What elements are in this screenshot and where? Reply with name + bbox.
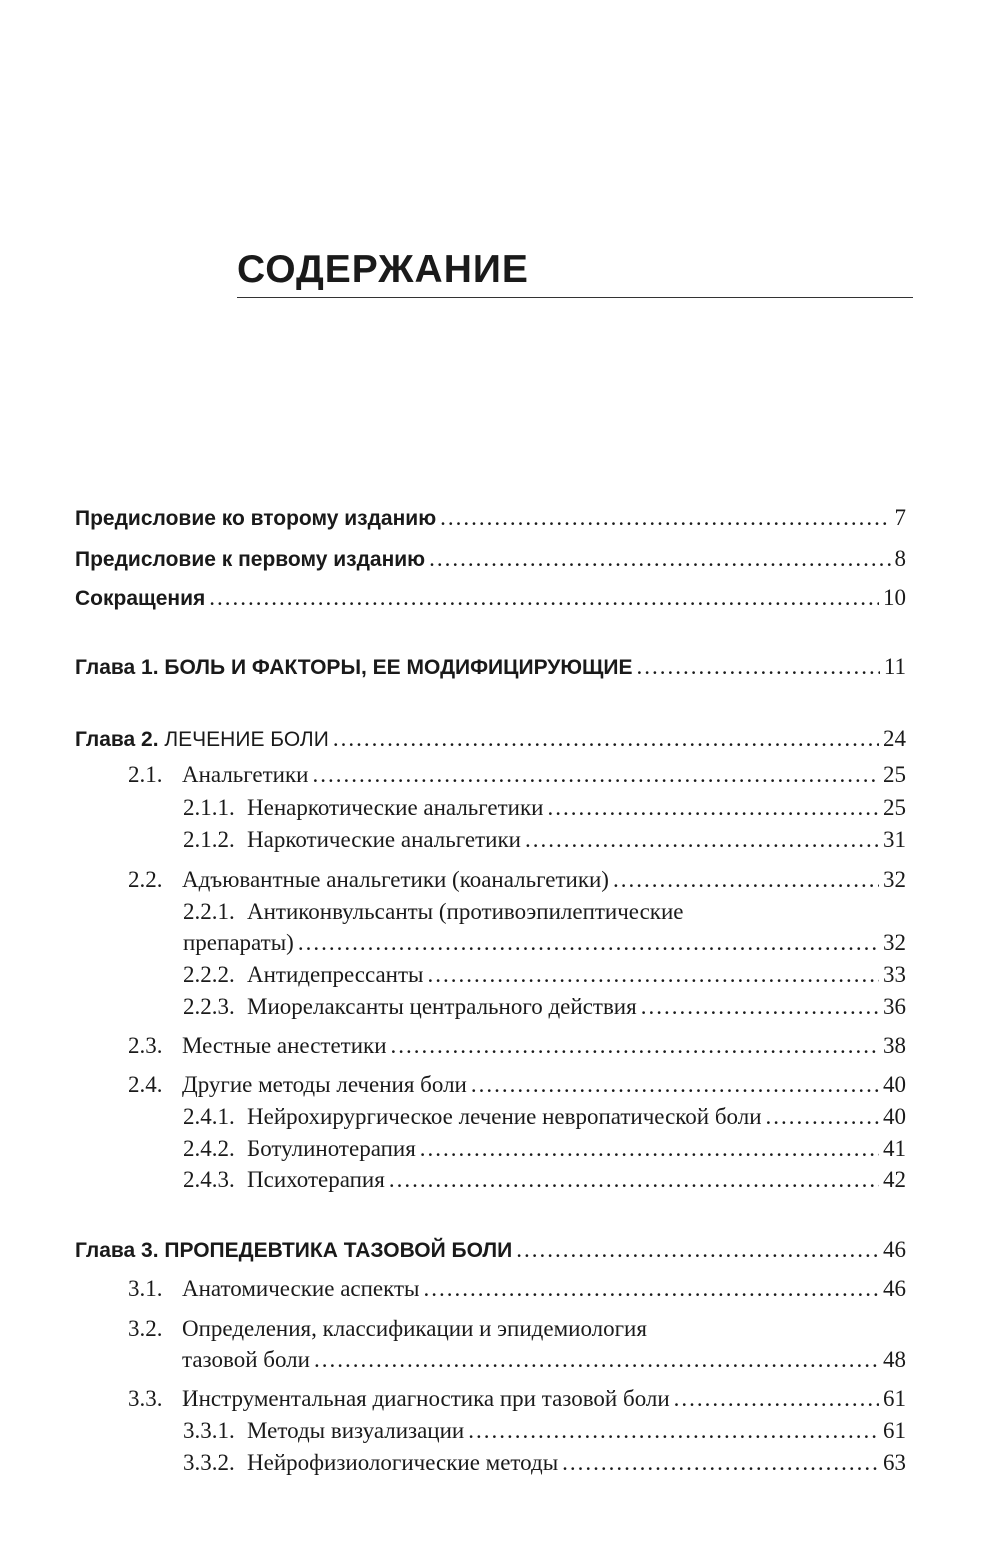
toc-entry-page: 10 (883, 585, 906, 610)
toc-chapter-1[interactable] (75, 654, 906, 680)
toc-entry-page: 46 (883, 1237, 906, 1262)
toc-entry-page: 61 (883, 1418, 906, 1443)
toc-section-2-2-1-line1[interactable] (183, 899, 683, 925)
section-title: Психотерапия (247, 1167, 385, 1192)
section-title: Анатомические аспекты (182, 1276, 420, 1301)
toc-entry-page: 24 (883, 726, 906, 751)
toc-entry-page: 33 (883, 962, 906, 987)
section-number: 2.2. (128, 867, 163, 892)
section-title: Методы визуализации (247, 1418, 465, 1443)
toc-entry-page: 32 (883, 930, 906, 955)
dot-leader (637, 654, 880, 680)
section-title: Нейрохирургическое лечение невропатической боли (247, 1104, 762, 1129)
dot-leader (209, 585, 879, 611)
toc-section-2-3[interactable] (128, 1033, 906, 1059)
toc-entry-page: 40 (883, 1104, 906, 1129)
toc-entry-page: 48 (883, 1347, 906, 1372)
toc-entry-page: 25 (883, 762, 906, 787)
chapter-title: БОЛЬ И ФАКТОРЫ, ЕЕ МОДИФИЦИРУЮЩИЕ (164, 656, 633, 679)
section-number: 2.1.2. (183, 827, 235, 852)
toc-entry-page: 63 (883, 1450, 906, 1475)
toc-section-2-1[interactable] (128, 762, 906, 788)
section-number: 3.2. (128, 1316, 163, 1341)
dot-leader (424, 1276, 879, 1302)
dot-leader (525, 827, 879, 853)
dot-leader (471, 1072, 879, 1098)
chapter-title: ЛЕЧЕНИЕ БОЛИ (164, 728, 329, 751)
dot-leader (429, 546, 890, 572)
toc-section-2-2-2[interactable] (183, 962, 906, 988)
toc-entry-page: 32 (883, 867, 906, 892)
section-title: Миорелаксанты центрального действия (247, 994, 637, 1019)
dot-leader (562, 1450, 879, 1476)
toc-section-2-1-2[interactable] (183, 827, 906, 853)
toc-section-3-3-2[interactable] (183, 1450, 906, 1476)
toc-section-3-2[interactable] (182, 1347, 906, 1373)
dot-leader (547, 795, 879, 821)
section-number: 2.4.3. (183, 1167, 235, 1192)
section-title-continuation: тазовой боли (182, 1347, 310, 1372)
toc-chapter-2[interactable] (75, 726, 906, 752)
section-number: 2.3. (128, 1033, 163, 1058)
toc-entry-page: 31 (883, 827, 906, 852)
chapter-title: ПРОПЕДЕВТИКА ТАЗОВОЙ БОЛИ (164, 1239, 513, 1262)
toc-entry-page: 25 (883, 795, 906, 820)
section-title: Адъювантные анальгетики (коанальгетики) (182, 867, 609, 892)
section-title: Наркотические анальгетики (247, 827, 521, 852)
toc-section-2-4-1[interactable] (183, 1104, 906, 1130)
toc-section-3-3[interactable] (128, 1386, 906, 1412)
dot-leader (468, 1418, 879, 1444)
toc-entry-page: 61 (883, 1386, 906, 1411)
section-number: 2.1. (128, 762, 163, 787)
toc-entry-page: 11 (883, 654, 906, 679)
toc-entry-preface-first-edition[interactable] (75, 546, 906, 572)
section-number: 2.2.3. (183, 994, 235, 1019)
toc-section-2-2-3[interactable] (183, 994, 906, 1020)
toc-entry-page: 38 (883, 1033, 906, 1058)
dot-leader (516, 1237, 879, 1263)
section-number: 2.1.1. (183, 795, 235, 820)
toc-entry-page: 42 (883, 1167, 906, 1192)
toc-entry-page: 7 (894, 505, 906, 530)
section-title: Местные анестетики (182, 1033, 387, 1058)
toc-section-2-4-2[interactable] (183, 1136, 906, 1162)
section-title: Анальгетики (182, 762, 309, 787)
toc-section-3-2-line1[interactable] (128, 1316, 647, 1342)
dot-leader (314, 1347, 879, 1373)
section-number: 3.3.1. (183, 1418, 235, 1443)
dot-leader (389, 1167, 879, 1193)
toc-entry-page: 8 (894, 546, 906, 571)
section-title: Инструментальная диагностика при тазовой боли (182, 1386, 670, 1411)
dot-leader (766, 1104, 879, 1130)
toc-section-3-1[interactable] (128, 1276, 906, 1302)
toc-entry-preface-second-edition[interactable] (75, 505, 906, 531)
page-title: СОДЕРЖАНИЕ (237, 248, 529, 291)
chapter-prefix: Глава 3. (75, 1239, 159, 1262)
dot-leader (641, 994, 879, 1020)
toc-entry-title: Предисловие ко второму изданию (75, 507, 437, 530)
toc-section-2-2[interactable] (128, 867, 906, 893)
section-title: Ботулинотерапия (247, 1136, 416, 1161)
section-number: 2.2.1. (183, 899, 235, 924)
toc-section-2-1-1[interactable] (183, 795, 906, 821)
section-title-continuation: препараты) (183, 930, 294, 955)
toc-entry-title: Предисловие к первому изданию (75, 548, 426, 571)
section-number: 3.3.2. (183, 1450, 235, 1475)
section-number: 2.2.2. (183, 962, 235, 987)
dot-leader (333, 726, 879, 752)
section-title: Ненаркотические анальгетики (247, 795, 544, 820)
toc-section-2-2-1[interactable] (183, 930, 906, 956)
dot-leader (440, 505, 890, 531)
toc-section-3-3-1[interactable] (183, 1418, 906, 1444)
section-title: Антиконвульсанты (противоэпилептические (247, 899, 684, 924)
dot-leader (391, 1033, 879, 1059)
chapter-prefix: Глава 2. (75, 728, 159, 751)
dot-leader (674, 1386, 879, 1412)
section-title: Определения, классификации и эпидемиология (182, 1316, 647, 1341)
section-number: 2.4.1. (183, 1104, 235, 1129)
section-number: 2.4.2. (183, 1136, 235, 1161)
dot-leader (613, 867, 879, 893)
dot-leader (420, 1136, 879, 1162)
toc-entry-abbreviations[interactable] (75, 585, 906, 611)
dot-leader (312, 762, 879, 788)
section-title: Нейрофизиологические методы (247, 1450, 559, 1475)
toc-section-2-4[interactable] (128, 1072, 906, 1098)
section-title: Антидепрессанты (247, 962, 424, 987)
toc-chapter-3[interactable] (75, 1237, 906, 1263)
toc-section-2-4-3[interactable] (183, 1167, 906, 1193)
section-number: 2.4. (128, 1072, 163, 1097)
section-number: 3.1. (128, 1276, 163, 1301)
chapter-prefix: Глава 1. (75, 656, 159, 679)
section-title: Другие методы лечения боли (182, 1072, 467, 1097)
toc-entry-page: 40 (883, 1072, 906, 1097)
toc-entry-title: Сокращения (75, 587, 206, 610)
dot-leader (428, 962, 880, 988)
dot-leader (298, 930, 879, 956)
toc-entry-page: 41 (883, 1136, 906, 1161)
toc-entry-page: 46 (883, 1276, 906, 1301)
toc-entry-page: 36 (883, 994, 906, 1019)
section-number: 3.3. (128, 1386, 163, 1411)
